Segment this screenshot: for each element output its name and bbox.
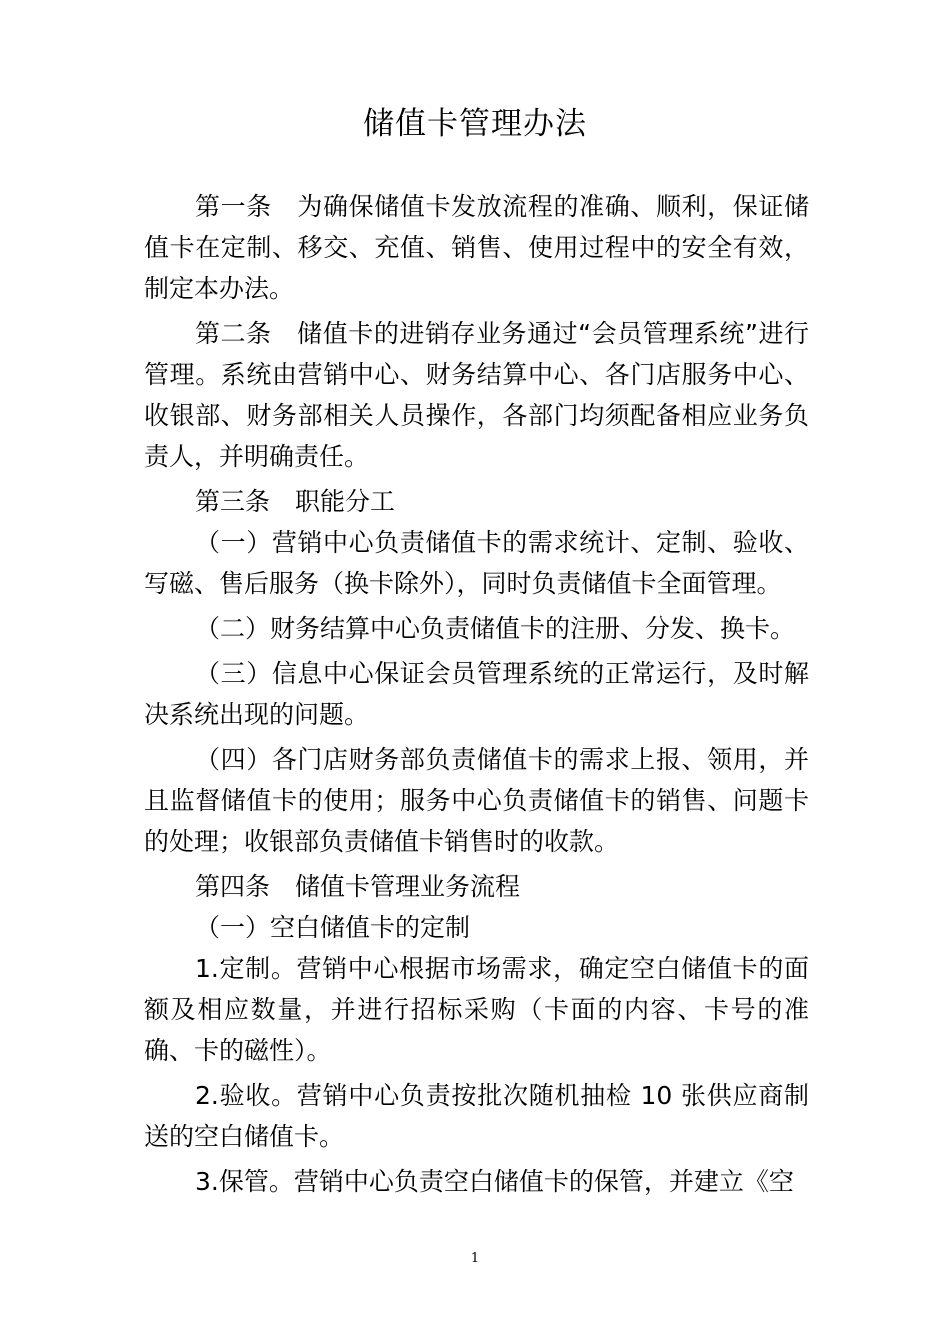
article-4-heading: 第四条 储值卡管理业务流程: [195, 872, 521, 901]
article-4-step-3: 3.保管。营销中心负责空白储值卡的保管，并建立《空: [195, 1167, 794, 1196]
document-title: 储值卡管理办法: [363, 106, 587, 142]
article-4-step-2: 2.验收。营销中心负责按批次随机抽检 10 张供应商制送的空白储值卡。: [144, 1081, 809, 1151]
document-body: [144, 186, 809, 1206]
article-3-heading: 第三条 职能分工: [195, 487, 396, 516]
article-3-item-2: （二）财务结算中心负责储值卡的注册、分发、换卡。: [195, 614, 796, 643]
article-3-item-1: （一）营销中心负责储值卡的需求统计、定制、验收、写磁、售后服务（换卡除外），同时负责储值卡全面管理。: [144, 528, 809, 598]
article-3-item-3: （三）信息中心保证会员管理系统的正常运行，及时解决系统出现的问题。: [144, 659, 809, 729]
page-number: 1: [470, 1251, 480, 1266]
article-2: 第二条 储值卡的进销存业务通过“会员管理系统”进行管理。系统由营销中心、财务结算中心、各门店服务中心、收银部、财务部相关人员操作，各部门均须配备相应业务负责人，并明确责任。: [144, 319, 809, 471]
article-1: 第一条 为确保储值卡发放流程的准确、顺利，保证储值卡在定制、移交、充值、销售、使用过程中的安全有效，制定本办法。: [144, 192, 809, 303]
article-3-item-4: （四）各门店财务部负责储值卡的需求上报、领用，并且监督储值卡的使用；服务中心负责储值卡的销售、问题卡的处理；收银部负责储值卡销售时的收款。: [144, 745, 809, 856]
article-4-step-1: 1.定制。营销中心根据市场需求，确定空白储值卡的面额及相应数量，并进行招标采购（卡面的内容、卡号的准确、卡的磁性）。: [144, 954, 809, 1065]
article-4-section-1-heading: （一）空白储值卡的定制: [195, 913, 471, 942]
